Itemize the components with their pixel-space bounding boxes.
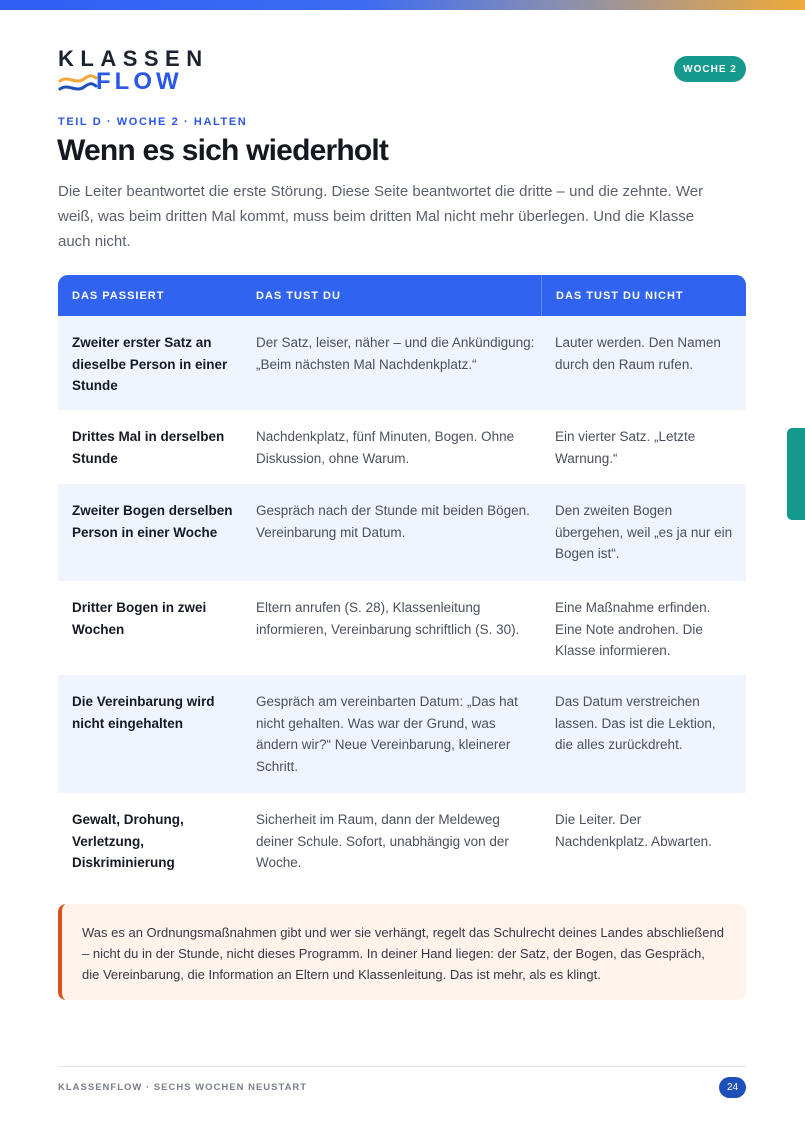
cell-passiert: Dritter Bogen in zwei Wochen (72, 600, 207, 637)
logo-wordmark-top: KLASSEN (58, 46, 209, 71)
cell-nicht: Die Leiter. Der Nachdenkplatz. Abwarten. (555, 812, 712, 849)
page-number: 24 (719, 1077, 746, 1098)
table-row (58, 581, 746, 675)
cell-tust: Der Satz, leiser, näher – und die Ankündigung: „Beim nächsten Mal Nachdenkplatz.“ (256, 335, 535, 372)
column-header-tust: DAS TUST DU (256, 289, 341, 302)
cell-tust: Gespräch nach der Stunde mit beiden Bögen. Vereinbarung mit Datum. (256, 503, 530, 540)
cell-tust: Gespräch am vereinbarten Datum: „Das hat nicht gehalten. Was war der Grund, was ändern wir?“ Neue Vereinbarung, kleinerer Schritt. (256, 694, 518, 774)
cell-passiert: Die Vereinbarung wird nicht eingehalten (72, 694, 215, 731)
section-kicker: TEIL D · WOCHE 2 · HALTEN (58, 116, 248, 128)
cell-passiert: Zweiter erster Satz an dieselbe Person in einer Stunde (72, 335, 228, 393)
footer-divider (58, 1066, 746, 1067)
cell-nicht: Das Datum verstreichen lassen. Das ist die Lektion, die alles zurückdreht. (555, 694, 716, 752)
table-row (58, 484, 746, 581)
cell-tust: Sicherheit im Raum, dann der Meldeweg deiner Schule. Sofort, unabhängig von der Woche. (256, 812, 509, 870)
cell-passiert: Zweiter Bogen derselben Person in einer Woche (72, 503, 233, 540)
table-row (58, 793, 746, 883)
table-header (58, 275, 746, 316)
table-row (58, 316, 746, 410)
page-title: Wenn es sich wiederholt (57, 134, 389, 167)
klassenflow-logo (58, 46, 209, 96)
week-badge: WOCHE 2 (674, 56, 746, 82)
cell-tust: Eltern anrufen (S. 28), Klassenleitung informieren, Vereinbarung schriftlich (S. 30). (256, 600, 520, 637)
column-header-passiert: DAS PASSIERT (72, 289, 165, 302)
cell-nicht: Den zweiten Bogen übergehen, weil „es ja nur ein Bogen ist“. (555, 503, 733, 561)
footer-title: KLASSENFLOW · SECHS WOCHEN NEUSTART (58, 1082, 308, 1093)
column-header-nicht: DAS TUST DU NICHT (541, 275, 746, 316)
cell-nicht: Lauter werden. Den Namen durch den Raum rufen. (555, 335, 721, 372)
legal-note-callout: Was es an Ordnungsmaßnahmen gibt und wer sie verhängt, regelt das Schulrecht deines Landes abschließend – nicht du in der Stunde, nicht dieses Programm. In deiner Hand liegen: der Satz, der Bogen, das Gespräch, die Vereinbarung, die Information an Eltern und Klassenleitung. Das ist mehr, als es klingt. (58, 904, 746, 1000)
cell-nicht: Ein vierter Satz. „Letzte Warnung.“ (555, 429, 696, 466)
side-tab-marker (787, 428, 805, 520)
top-gradient-bar (0, 0, 805, 10)
cell-tust: Nachdenkplatz, fünf Minuten, Bogen. Ohne Diskussion, ohne Warum. (256, 429, 515, 466)
table-row (58, 410, 746, 484)
waves-icon (58, 73, 98, 95)
table-row (58, 675, 746, 793)
intro-paragraph: Die Leiter beantwortet die erste Störung. Diese Seite beantwortet die dritte – und die zehnte. Wer weiß, was beim dritten Mal kommt, muss beim dritten Mal nicht mehr überlegen. Und die Klasse auch nicht. (58, 183, 704, 250)
cell-passiert: Gewalt, Drohung, Verletzung, Diskriminierung (72, 812, 184, 870)
logo-wordmark-bottom: FLOW (96, 68, 183, 95)
escalation-table (58, 275, 746, 883)
cell-passiert: Drittes Mal in derselben Stunde (72, 429, 225, 466)
cell-nicht: Eine Maßnahme erfinden. Eine Note androhen. Die Klasse informieren. (555, 600, 711, 658)
